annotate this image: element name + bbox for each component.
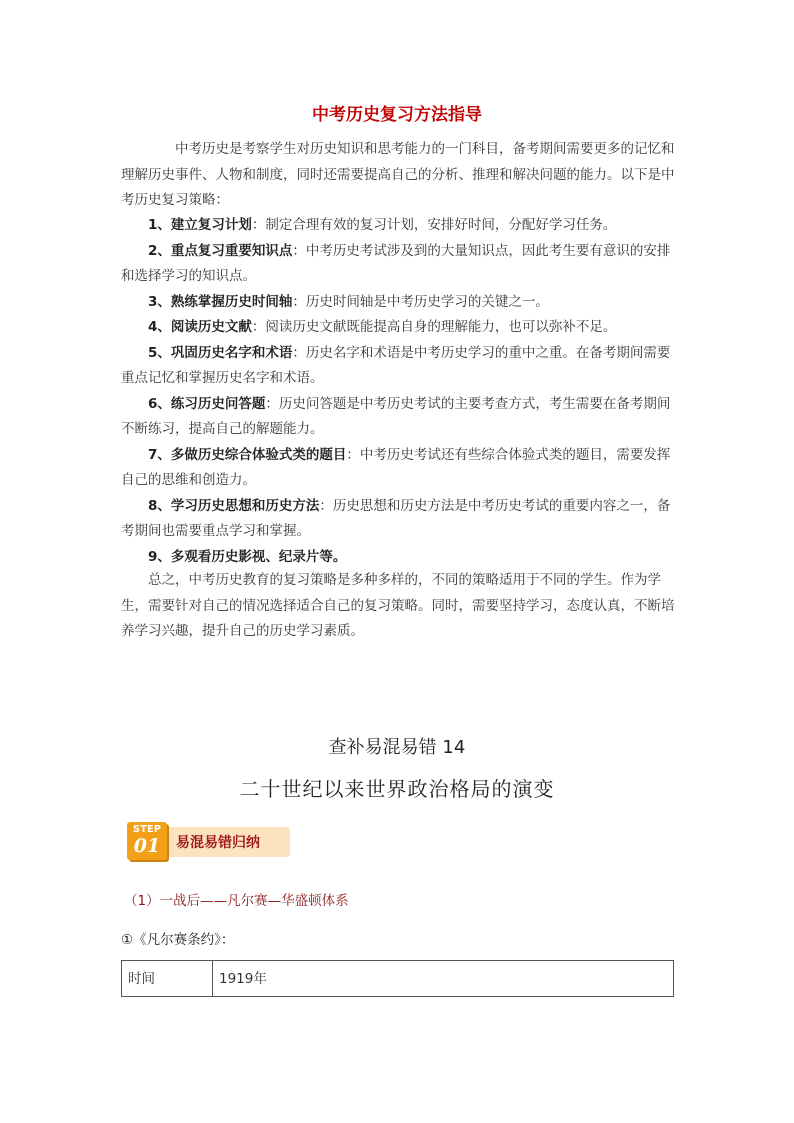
conclusion-paragraph: 总之，中考历史教育的复习策略是多种多样的，不同的策略适用于不同的学生。作为学生，需要针对自己的情况选择适合自己的复习策略。同时，需要坚持学习，态度认真，不断培养学习兴趣，提升自己的历史学习素质。 [121,572,675,639]
strategy-text: ：中考历史考试还有些综合体验式类的题目，需要发挥自己的思维和创造力。 [121,446,671,488]
strategy-label: 5、巩固历史名字和术语 [148,344,293,361]
document-title: 中考历史复习方法指导 [312,105,482,125]
intro-paragraph: 中考历史是考察学生对历史知识和思考能力的一门科目，备考期间需要更多的记忆和理解历史事件、人物和制度，同时还需要提高自己的分析、推理和解决问题的能力。以下是中考历史复习策略： [121,141,675,208]
table-key-cell: 时间 [122,961,213,997]
strategy-item [121,239,677,290]
step-badge [124,820,290,864]
subheading: （1）一战后——凡尔赛—华盛顿体系 [124,893,349,909]
strategy-item [121,213,677,239]
strategy-text: ：历史时间轴是中考历史学习的关键之一。 [292,293,549,310]
treaty-heading: ①《凡尔赛条约》： [121,932,235,948]
step-label: 易混易错归纳 [176,835,260,851]
strategy-text: ：历史名字和术语是中考历史学习的重中之重。在备考期间需要重点记忆和掌握历史名字和术语。 [121,344,671,386]
table-value-cell: 1919年 [213,961,674,997]
strategy-item [121,341,677,392]
strategy-text: ：制定合理有效的复习计划，安排好时间，分配好学习任务。 [251,217,617,233]
strategy-item [121,443,677,494]
treaty-info-table [121,960,674,997]
strategy-text: ：历史问答题是中考历史考试的主要考查方式，考生需要在备考期间不断练习，提高自己的解题能力。 [121,395,671,437]
strategy-item [121,545,677,571]
step-word: STEP [132,824,162,835]
strategy-label: 4、阅读历史文献 [148,319,252,335]
strategy-label: 7、多做历史综合体验式类的题目 [148,446,347,463]
strategy-label: 9、多观看历史影视、纪录片等。 [148,548,347,565]
strategy-label: 1、建立复习计划 [148,217,252,233]
step-number: 01 [133,835,161,857]
strategy-label: 2、重点复习重要知识点 [148,242,293,259]
strategy-label: 8、学习历史思想和历史方法 [148,497,320,514]
section-number: 查补易混易错 14 [328,737,466,758]
strategy-item [121,315,677,341]
table-row [122,961,674,997]
strategy-item [121,392,677,443]
strategy-text: ：中考历史考试涉及到的大量知识点，因此考生要有意识的安排和选择学习的知识点。 [121,242,671,284]
strategy-label: 3、熟练掌握历史时间轴 [148,293,293,310]
strategy-list [121,213,677,570]
strategy-label: 6、练习历史问答题 [148,395,266,412]
strategy-item [121,290,677,316]
step-number-icon [127,822,167,860]
section-title: 二十世纪以来世界政治格局的演变 [239,777,555,801]
strategy-text: ：历史思想和历史方法是中考历史考试的重要内容之一，备考期间也需要重点学习和掌握。 [121,497,671,539]
strategy-item [121,494,677,545]
strategy-text: ：阅读历史文献既能提高自身的理解能力，也可以弥补不足。 [251,319,617,335]
